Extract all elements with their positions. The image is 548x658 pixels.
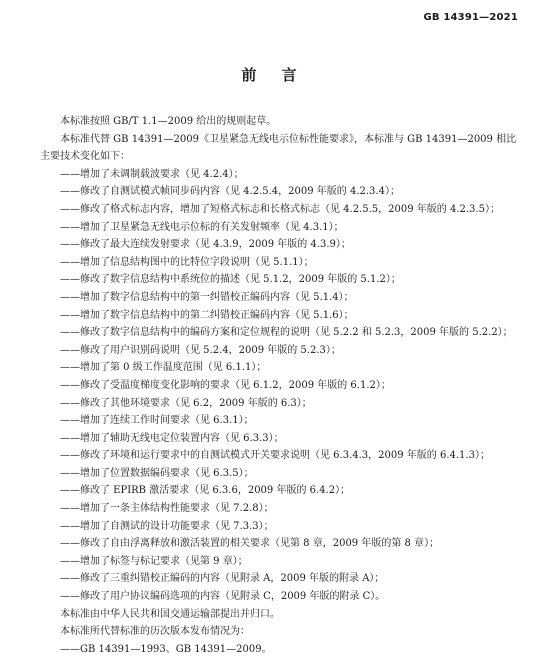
- list-item: ——修改了受温度梯度变化影响的要求（见 6.1.2，2009 年版的 6.1.2）；: [60, 379, 391, 391]
- paragraph-drafting-rules: 本标准按照 GB/T 1.1—2009 给出的规则起草。: [60, 116, 277, 127]
- list-item: ——增加了信息结构图中的比特位字段说明（见 5.1.1）；: [60, 256, 314, 268]
- list-item: ——修改了格式标志内容，增加了短格式标志和长格式标志（见 4.2.5.5，2009 年版的 4.2.3.5）；: [60, 203, 500, 215]
- paragraph-history-intro: 本标准所代替标准的历次版本发布情况为：: [60, 626, 250, 638]
- list-item: ——修改了用户协议编码选项的内容（见附录 C，2009 年版的附录 C）。: [60, 591, 386, 603]
- changes-list: [40, 166, 520, 606]
- list-item: ——增加了未调制载波要求（见 4.2.4）；: [60, 168, 244, 180]
- list-item: ——修改了 EPIRB 激活要求（见 6.3.6，2009 年版的 6.4.2）；: [60, 485, 351, 497]
- list-item: ——增加了连续工作时间要求（见 6.3.1）；: [60, 415, 254, 427]
- list-item: ——修改了最大连续发射要求（见 4.3.9，2009 年版的 4.3.9）；: [60, 239, 351, 251]
- history-item: ——GB 14391—1993、GB 14391—2009。: [60, 643, 272, 655]
- page-title: 前 言: [241, 66, 307, 84]
- list-item: ——修改了三重纠错校正编码的内容（见附录 A，2009 年版的附录 A）；: [60, 573, 385, 585]
- list-item: ——修改了数字信息结构中系统位的描述（见 5.1.2，2009 年版的 5.1.2）；: [60, 274, 401, 286]
- list-item: ——增加了标签与标记要求（见第 9 章）；: [60, 555, 248, 567]
- list-item: ——增加了数字信息结构中的第一纠错校正编码内容（见 5.1.4）；: [60, 291, 354, 303]
- list-item: ——增加了一条主体结构性能要求（见 7.2.8）；: [60, 503, 274, 515]
- list-item: ——增加了数字信息结构中的第二纠错校正编码内容（见 5.1.6）；: [60, 309, 354, 321]
- paragraph-replacement: 本标准代替 GB 14391—2009《卫星紧急无线电示位标性能要求》，本标准与 GB 14391—2009 相比主要技术变化如下：: [40, 133, 517, 163]
- list-item: ——增加了卫星紧急无线电示位标的有关发射频率（见 4.3.1）；: [60, 221, 344, 233]
- list-item: ——修改了其他环境要求（见 6.2，2009 年版的 6.3）；: [60, 397, 312, 409]
- standard-code: GB 14391—2021: [423, 12, 518, 23]
- paragraph-proposer: 本标准由中华人民共和国交通运输部提出并归口。: [60, 608, 280, 620]
- list-item: ——修改了用户识别码说明（见 5.2.4，2009 年版的 5.2.3）；: [60, 344, 341, 356]
- list-item: ——修改了自由浮离释放和激活装置的相关要求（见第 8 章，2009 年版的第 8 章）；: [60, 538, 440, 550]
- list-item: ——修改了数字信息结构中的编码方案和定位规程的说明（见 5.2.2 和 5.2.3，2009 年版的 5.2.2）；: [60, 327, 513, 339]
- list-item: ——增加了第 0 级工作温度范围（见 6.1.1）；: [60, 362, 267, 374]
- list-item: ——增加了辅助无线电定位装置内容（见 6.3.3）；: [60, 432, 284, 444]
- list-item: ——修改了环境和运行要求中的自测试模式开关要求说明（见 6.3.4.3，2009 年版的 6.4.1.3）；: [60, 450, 490, 462]
- list-item: ——修改了自测试模式帧同步码内容（见 4.2.5.4，2009 年版的 4.2.3.4）；: [60, 186, 400, 198]
- list-item: ——增加了自测试的设计功能要求（见 7.3.3）；: [60, 520, 274, 532]
- foreword-body: [40, 113, 520, 658]
- list-item: ——增加了位置数据编码要求（见 6.3.5）；: [60, 467, 254, 479]
